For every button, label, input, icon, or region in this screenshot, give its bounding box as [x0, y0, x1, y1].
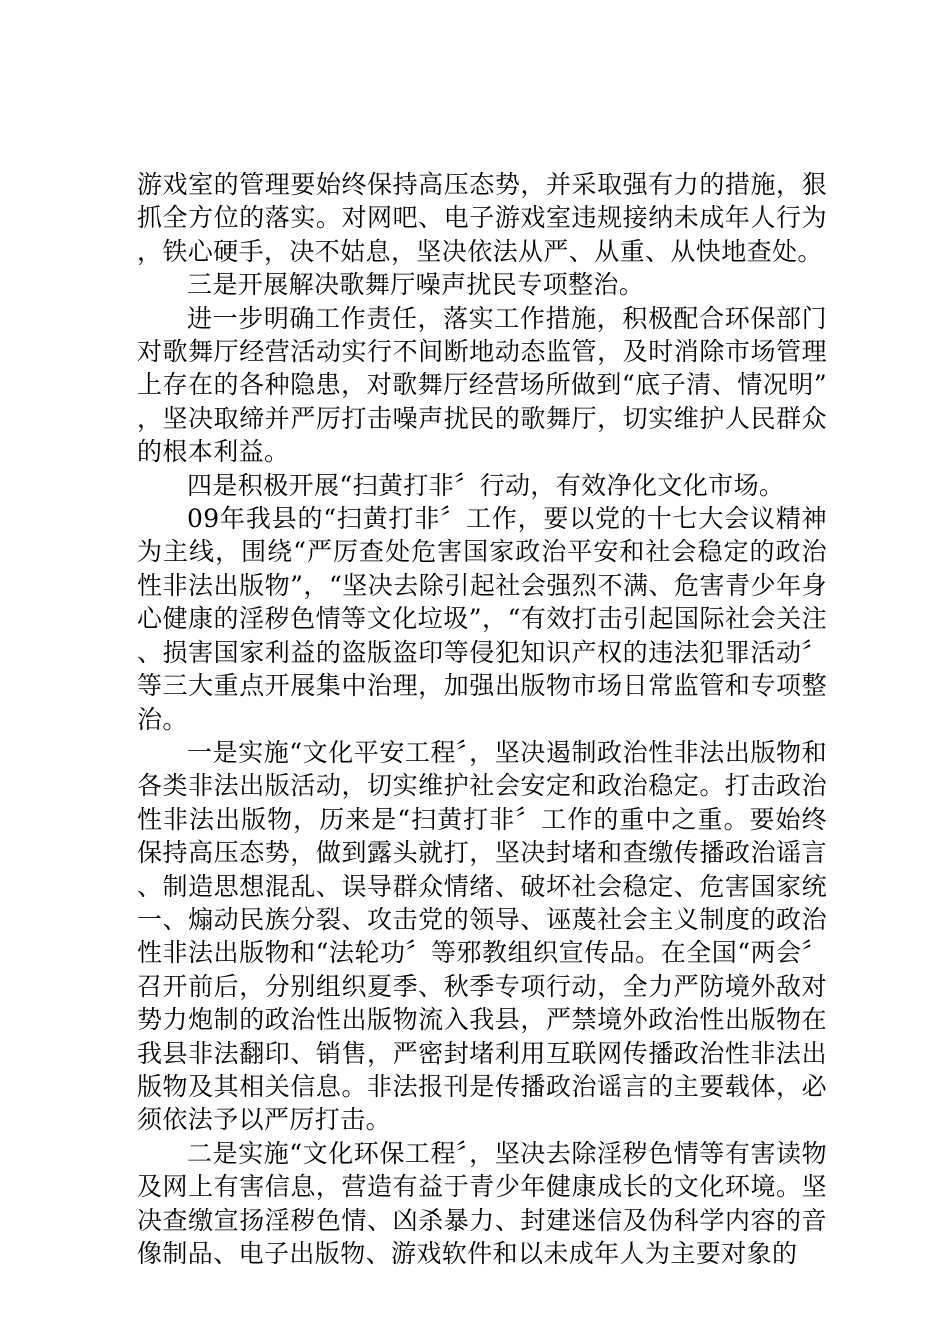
paragraph-5: 09年我县的“扫黄打非〞工作，要以党的十七大会议精神为主线，围绕“严厉查处危害国家政治平安和社会稳定的政治性非法出版物”，“坚决去除引起社会强烈不满、危害青少年身心健康的淫秽色情等文化垃圾”，“有效打击引起国际社会关注、损害国家利益的盗版盗印等侵犯知识产权的违法犯罪活动〞等三大重点开展集中治理，加强出版物市场日常监管和专项整治。: [137, 504, 827, 734]
paragraph-7: 二是实施“文化环保工程〞，坚决去除淫秽色情等有害读物及网上有害信息，营造有益于青少年健康成长的文化环境。坚决查缴宣扬淫秽色情、凶杀暴力、封建迷信及伪科学内容的音像制品、电子出版物、游戏软件和以未成年人为主要对象的: [137, 1138, 827, 1268]
paragraph-2-heading: 三是开展解决歌舞厅噪声扰民专项整治。: [187, 270, 645, 300]
paragraph-3: 进一步明确工作责任，落实工作措施，积极配合环保部门对歌舞厅经营活动实行不间断地动态监管，及时消除市场管理上存在的各种隐患，对歌舞厅经营场所做到“底子清、情况明”，坚决取缔并严厉打击噪声扰民的歌舞厅，切实维护人民群众的根本利益。: [137, 303, 827, 467]
document-body: [137, 168, 827, 1270]
paragraph-6: 一是实施“文化平安工程〞，坚决遏制政治性非法出版物和各类非法出版活动，切实维护社会安定和政治稳定。打击政治性非法出版物，历来是“扫黄打非〞工作的重中之重。要始终保持高压态势，做到露头就打，坚决封堵和查缴传播政治谣言、制造思想混乱、误导群众情绪、破坏社会稳定、危害国家统一、煽动民族分裂、攻击党的领导、诬蔑社会主义制度的政治性非法出版物和“法轮功〞等邪教组织宣传品。在全国“两会〞召开前后，分别组织夏季、秋季专项行动，全力严防境外敌对势力炮制的政治性出版物流入我县，严禁境外政治性出版物在我县非法翻印、销售，严密封堵利用互联网传播政治性非法出版物及其相关信息。非法报刊是传播政治谣言的主要载体，必须依法予以严厉打击。: [137, 737, 827, 1135]
paragraph-4-heading: 四是积极开展“扫黄打非〞行动，有效净化文化市场。: [187, 470, 785, 500]
paragraph-1: 游戏室的管理要始终保持高压态势，并采取强有力的措施，狠抓全方位的落实。对网吧、电子游戏室违规接纳未成年人行为，铁心硬手，决不姑息，坚决依法从严、从重、从快地查处。: [137, 170, 827, 266]
